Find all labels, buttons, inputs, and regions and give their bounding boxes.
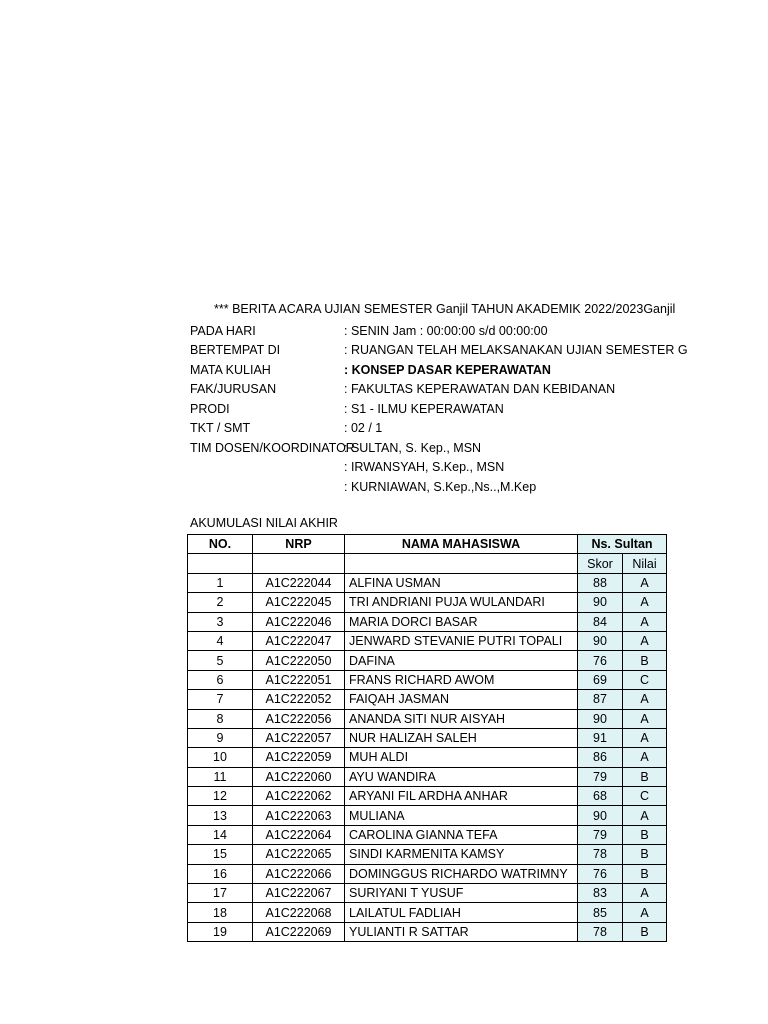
cell-name: LAILATUL FADLIAH — [345, 903, 578, 922]
cell-nrp: A1C222057 — [253, 728, 345, 747]
grades-table — [187, 534, 667, 942]
cell-nrp: A1C222044 — [253, 573, 345, 592]
info-row — [190, 341, 750, 361]
cell-no: 14 — [188, 825, 253, 844]
cell-skor: 78 — [578, 845, 623, 864]
cell-name: MARIA DORCI BASAR — [345, 612, 578, 631]
cell-nilai: B — [623, 864, 667, 883]
cell-nrp: A1C222069 — [253, 922, 345, 941]
table-row — [188, 864, 667, 883]
header-nrp: NRP — [253, 535, 345, 554]
cell-nilai: A — [623, 728, 667, 747]
cell-name: NUR HALIZAH SALEH — [345, 728, 578, 747]
cell-no: 4 — [188, 631, 253, 650]
info-value: : S1 - ILMU KEPERAWATAN — [344, 401, 504, 416]
table-row — [188, 884, 667, 903]
table-row — [188, 903, 667, 922]
info-row — [190, 380, 750, 400]
cell-name: ANANDA SITI NUR AISYAH — [345, 709, 578, 728]
info-row — [190, 458, 750, 478]
table-header-row — [188, 535, 667, 554]
cell-skor: 69 — [578, 670, 623, 689]
info-row — [190, 438, 750, 458]
cell-skor: 68 — [578, 787, 623, 806]
cell-no: 15 — [188, 845, 253, 864]
cell-nrp: A1C222062 — [253, 787, 345, 806]
cell-no: 18 — [188, 903, 253, 922]
cell-nilai: A — [623, 709, 667, 728]
cell-nilai: B — [623, 825, 667, 844]
cell-name: TRI ANDRIANI PUJA WULANDARI — [345, 593, 578, 612]
cell-nilai: B — [623, 767, 667, 786]
cell-name: FRANS RICHARD AWOM — [345, 670, 578, 689]
table-row — [188, 922, 667, 941]
cell-no: 17 — [188, 884, 253, 903]
info-row — [190, 360, 750, 380]
cell-nrp: A1C222066 — [253, 864, 345, 883]
cell-name: SURIYANI T YUSUF — [345, 884, 578, 903]
table-row — [188, 728, 667, 747]
table-row — [188, 670, 667, 689]
info-value: : SENIN Jam : 00:00:00 s/d 00:00:00 — [344, 323, 548, 338]
table-row — [188, 787, 667, 806]
cell-skor: 85 — [578, 903, 623, 922]
cell-nrp: A1C222050 — [253, 651, 345, 670]
info-label: TKT / SMT — [190, 421, 251, 436]
cell-nilai: A — [623, 748, 667, 767]
cell-nilai: A — [623, 690, 667, 709]
table-row — [188, 748, 667, 767]
table-subheader-row — [188, 554, 667, 573]
cell-name: JENWARD STEVANIE PUTRI TOPALI — [345, 631, 578, 650]
cell-nilai: A — [623, 631, 667, 650]
cell-skor: 79 — [578, 825, 623, 844]
info-value: : SULTAN, S. Kep., MSN — [344, 440, 482, 455]
cell-name: DAFINA — [345, 651, 578, 670]
info-value: : FAKULTAS KEPERAWATAN DAN KEBIDANAN — [344, 382, 616, 397]
info-row — [190, 321, 750, 341]
info-value: : 02 / 1 — [344, 421, 383, 436]
info-row — [190, 419, 750, 439]
subheader-empty — [188, 554, 253, 573]
info-label: FAK/JURUSAN — [190, 382, 277, 397]
cell-nrp: A1C222063 — [253, 806, 345, 825]
exam-info-block — [190, 321, 750, 497]
subheader-empty — [253, 554, 345, 573]
cell-no: 2 — [188, 593, 253, 612]
cell-nrp: A1C222064 — [253, 825, 345, 844]
cell-nilai: C — [623, 670, 667, 689]
cell-nilai: A — [623, 573, 667, 592]
cell-nilai: A — [623, 903, 667, 922]
cell-nrp: A1C222047 — [253, 631, 345, 650]
cell-skor: 84 — [578, 612, 623, 631]
cell-name: AYU WANDIRA — [345, 767, 578, 786]
cell-skor: 90 — [578, 593, 623, 612]
cell-nrp: A1C222068 — [253, 903, 345, 922]
cell-name: CAROLINA GIANNA TEFA — [345, 825, 578, 844]
table-row — [188, 709, 667, 728]
cell-skor: 90 — [578, 709, 623, 728]
info-value: : RUANGAN TELAH MELAKSANAKAN UJIAN SEMESTER G — [344, 343, 688, 358]
cell-no: 7 — [188, 690, 253, 709]
table-row — [188, 593, 667, 612]
cell-no: 5 — [188, 651, 253, 670]
info-label: MATA KULIAH — [190, 362, 271, 377]
info-value: : IRWANSYAH, S.Kep., MSN — [344, 460, 505, 475]
cell-no: 16 — [188, 864, 253, 883]
cell-no: 12 — [188, 787, 253, 806]
cell-name: MULIANA — [345, 806, 578, 825]
cell-no: 3 — [188, 612, 253, 631]
cell-name: YULIANTI R SATTAR — [345, 922, 578, 941]
cell-nilai: C — [623, 787, 667, 806]
cell-nilai: A — [623, 593, 667, 612]
cell-no: 13 — [188, 806, 253, 825]
document-title: *** BERITA ACARA UJIAN SEMESTER Ganjil TAHUN AKADEMIK 2022/2023Ganjil — [214, 302, 676, 316]
cell-skor: 78 — [578, 922, 623, 941]
cell-nrp: A1C222051 — [253, 670, 345, 689]
info-label: BERTEMPAT DI — [190, 343, 281, 358]
info-label: PADA HARI — [190, 323, 256, 338]
cell-nilai: A — [623, 806, 667, 825]
info-row — [190, 399, 750, 419]
info-value: : KURNIAWAN, S.Kep.,Ns..,M.Kep — [344, 479, 537, 494]
table-row — [188, 631, 667, 650]
cell-skor: 88 — [578, 573, 623, 592]
cell-name: ALFINA USMAN — [345, 573, 578, 592]
cell-no: 10 — [188, 748, 253, 767]
cell-skor: 79 — [578, 767, 623, 786]
table-row — [188, 806, 667, 825]
info-row — [190, 477, 750, 497]
header-no: NO. — [188, 535, 253, 554]
cell-name: MUH ALDI — [345, 748, 578, 767]
subheader-empty — [345, 554, 578, 573]
header-lecturer: Ns. Sultan — [578, 535, 667, 554]
cell-nilai: A — [623, 884, 667, 903]
section-label: AKUMULASI NILAI AKHIR — [190, 516, 338, 530]
cell-nrp: A1C222060 — [253, 767, 345, 786]
info-value: : KONSEP DASAR KEPERAWATAN — [344, 362, 551, 377]
cell-nrp: A1C222056 — [253, 709, 345, 728]
cell-no: 11 — [188, 767, 253, 786]
cell-nilai: B — [623, 922, 667, 941]
cell-nrp: A1C222045 — [253, 593, 345, 612]
table-body — [188, 573, 667, 941]
cell-skor: 91 — [578, 728, 623, 747]
header-nilai: Nilai — [623, 554, 667, 573]
info-label: PRODI — [190, 401, 230, 416]
cell-nrp: A1C222046 — [253, 612, 345, 631]
header-name: NAMA MAHASISWA — [345, 535, 578, 554]
table-row — [188, 845, 667, 864]
cell-skor: 90 — [578, 806, 623, 825]
table-row — [188, 690, 667, 709]
cell-skor: 87 — [578, 690, 623, 709]
cell-nilai: B — [623, 845, 667, 864]
cell-skor: 83 — [578, 884, 623, 903]
cell-skor: 90 — [578, 631, 623, 650]
cell-nrp: A1C222059 — [253, 748, 345, 767]
cell-nrp: A1C222067 — [253, 884, 345, 903]
cell-name: FAIQAH JASMAN — [345, 690, 578, 709]
cell-nrp: A1C222065 — [253, 845, 345, 864]
table-row — [188, 573, 667, 592]
table-row — [188, 612, 667, 631]
cell-name: DOMINGGUS RICHARDO WATRIMNY — [345, 864, 578, 883]
info-label: TIM DOSEN/KOORDINATOR — [190, 440, 355, 455]
cell-no: 9 — [188, 728, 253, 747]
table-row — [188, 825, 667, 844]
cell-name: ARYANI FIL ARDHA ANHAR — [345, 787, 578, 806]
table-row — [188, 651, 667, 670]
table-row — [188, 767, 667, 786]
header-skor: Skor — [578, 554, 623, 573]
cell-no: 19 — [188, 922, 253, 941]
cell-skor: 86 — [578, 748, 623, 767]
cell-skor: 76 — [578, 864, 623, 883]
cell-no: 8 — [188, 709, 253, 728]
cell-nilai: A — [623, 612, 667, 631]
cell-name: SINDI KARMENITA KAMSY — [345, 845, 578, 864]
cell-nrp: A1C222052 — [253, 690, 345, 709]
cell-no: 1 — [188, 573, 253, 592]
cell-nilai: B — [623, 651, 667, 670]
cell-no: 6 — [188, 670, 253, 689]
cell-skor: 76 — [578, 651, 623, 670]
